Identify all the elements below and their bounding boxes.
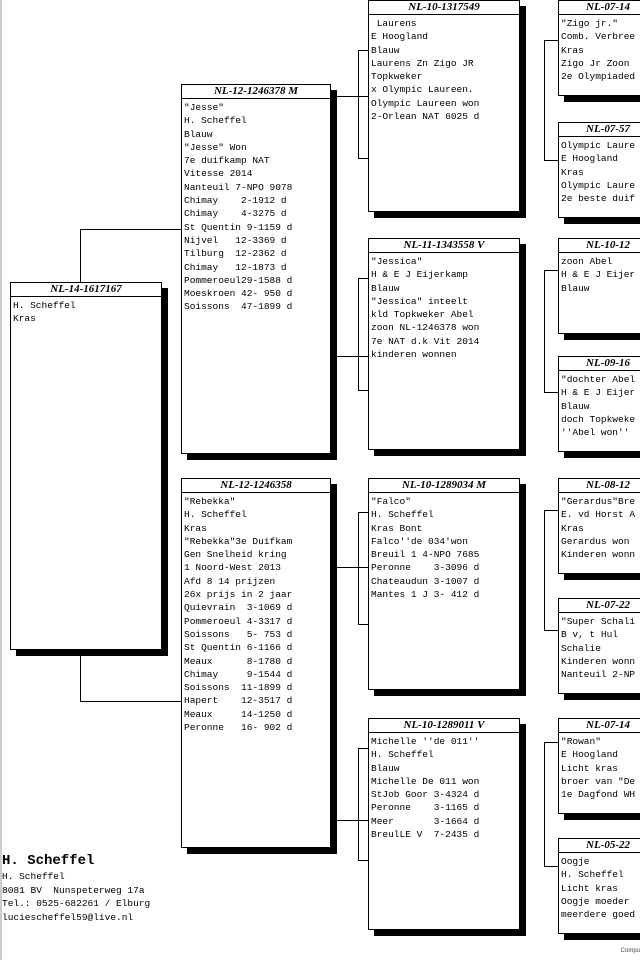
card-line: 2-Orlean NAT 6025 d	[371, 111, 480, 123]
connector-line	[544, 742, 558, 743]
card-line: Chateaudun 3-1007 d	[371, 575, 480, 587]
card-line: St Quentin 9-1159 d	[184, 221, 293, 233]
card-line: H. Scheffel	[184, 509, 247, 521]
connector-line	[358, 748, 368, 749]
connector-line	[544, 40, 558, 41]
card-line: 7e duifkamp NAT	[184, 155, 270, 167]
card-line: Olympic Laure	[561, 140, 636, 151]
subject-pigeon-card	[10, 282, 162, 650]
card-line: Kinderen wonn	[561, 655, 636, 667]
card-line: Chimay 12-1873 d	[184, 261, 287, 273]
card-line: zoon NL-1246378 won	[371, 322, 480, 334]
card-line: H. Scheffel	[13, 300, 76, 311]
card-line: Pommeroeul 4-3317 d	[184, 615, 293, 627]
card-line: BreulLE V 7-2435 d	[371, 829, 480, 841]
card-line: H & E J Eijer	[561, 269, 636, 281]
card-line: Blauw	[184, 128, 213, 140]
card-line: E Hoogland	[561, 749, 619, 761]
card-line: zoon Abel	[561, 256, 613, 267]
card-line: H & E J Eijer	[561, 387, 636, 399]
ring-number: NL-10-12	[559, 239, 640, 253]
connector-line	[544, 630, 558, 631]
owner-line: H. Scheffel	[2, 871, 65, 882]
card-line: "Jessica" inteelt	[371, 295, 468, 307]
connector-line	[544, 510, 545, 630]
card-line: "Rebekka"3e Duifkam	[184, 535, 293, 547]
card-line: Breuil 1 4-NPO 7685	[371, 549, 480, 561]
card-line: B v, t Hul	[561, 629, 619, 641]
great-grandparent-card	[558, 122, 640, 218]
card-line: Soissons 11-1899 d	[184, 682, 293, 694]
ring-number: NL-12-1246378 M	[182, 85, 330, 99]
connector-line	[544, 742, 545, 866]
card-line: meerdere goed	[561, 909, 636, 921]
card-line: Laurens Zn Zigo JR	[371, 57, 474, 69]
card-line: Mantes 1 J 3- 412 d	[371, 589, 480, 601]
card-line: 2e beste duif	[561, 193, 636, 205]
card-line: Comb. Verbree	[561, 31, 636, 43]
card-line: Vitesse 2014	[184, 168, 253, 180]
card-line: E Hoogland	[371, 31, 429, 43]
connector-line	[544, 160, 558, 161]
card-line: Blauw	[371, 762, 400, 774]
ring-number: NL-12-1246358	[182, 479, 330, 493]
connector-line	[544, 270, 545, 392]
card-line: Blauw	[561, 400, 590, 412]
card-line: "Jessica"	[371, 256, 423, 267]
connector-line	[358, 278, 368, 279]
card-line: Pommeroeul29-1588 d	[184, 274, 293, 286]
connector-line	[544, 270, 558, 271]
card-line: H. Scheffel	[184, 115, 247, 127]
grandparent-card	[368, 718, 520, 930]
card-line: kld Topkweker Abel	[371, 309, 474, 321]
card-line: Licht kras	[561, 762, 619, 774]
card-line: Quievrain 3-1069 d	[184, 602, 293, 614]
card-line: "Super Schali	[561, 616, 636, 627]
connector-line	[358, 158, 368, 159]
card-line: Blauw	[371, 282, 400, 294]
card-line: x Olympic Laureen.	[371, 84, 474, 96]
card-line: Oogje moeder	[561, 895, 630, 907]
card-line: H. Scheffel	[371, 509, 434, 521]
card-line: StJob Goor 3-4324 d	[371, 789, 480, 801]
owner-address: 8081 BV Nunspeterweg 17a	[2, 884, 145, 896]
connector-line	[358, 50, 359, 158]
owner-info	[2, 852, 150, 924]
card-line: Gerardus won	[561, 535, 630, 547]
connector-line	[80, 701, 181, 702]
card-line: Zigo Jr Zoon	[561, 57, 630, 69]
card-line: "Zigo jr."	[561, 18, 619, 29]
card-line: 7e NAT d.k Vit 2014	[371, 335, 480, 347]
card-line: Kras Bont	[371, 522, 423, 534]
grandparent-card	[368, 478, 520, 690]
mother-card	[181, 478, 331, 848]
card-line: Soissons 47-1899 d	[184, 301, 293, 313]
great-grandparent-card	[558, 838, 640, 934]
ring-number: NL-07-57	[559, 123, 640, 137]
connector-line	[80, 229, 181, 230]
card-line: Kinderen wonn	[561, 549, 636, 561]
card-line: Oogje	[561, 856, 590, 867]
card-line: 1 Noord-West 2013	[184, 562, 281, 574]
connector-line	[358, 748, 359, 860]
great-grandparent-card	[558, 598, 640, 694]
great-grandparent-card	[558, 356, 640, 452]
card-line: H. Scheffel	[561, 869, 624, 881]
card-line: Laurens	[371, 18, 417, 29]
card-line: Chimay 2-1912 d	[184, 195, 287, 207]
connector-line	[358, 390, 368, 391]
card-line: Meer 3-1664 d	[371, 815, 480, 827]
owner-name: H. Scheffel	[2, 853, 95, 869]
owner-email: luciescheffel59@live.nl	[2, 911, 134, 923]
card-line: Schalie	[561, 642, 601, 654]
connector-line	[544, 392, 558, 393]
card-line: kinderen wonnen	[371, 349, 457, 361]
footer-credit: Compu	[620, 948, 640, 954]
ring-number: NL-05-22	[559, 839, 640, 853]
card-line: Kras	[561, 44, 584, 56]
father-card	[181, 84, 331, 454]
card-line: Kras	[13, 313, 36, 325]
card-line: Afd 8 14 prijzen	[184, 575, 276, 587]
connector-line	[358, 860, 368, 861]
ring-number: NL-07-14	[559, 1, 640, 15]
card-line: "Jesse"	[184, 102, 224, 113]
great-grandparent-card	[558, 478, 640, 574]
connector-line	[358, 278, 359, 390]
card-line: "Gerardus"Bre	[561, 496, 636, 507]
card-line: broer van "De	[561, 775, 636, 787]
connector-line	[544, 40, 545, 160]
ring-number: NL-07-22	[559, 599, 640, 613]
card-line: H & E J Eijerkamp	[371, 269, 468, 281]
card-line: 1e Dagfond WH	[561, 789, 636, 801]
grandparent-card	[368, 0, 520, 212]
great-grandparent-card	[558, 0, 640, 96]
ring-number: NL-10-1289034 M	[369, 479, 519, 493]
card-line: Meaux 14-1250 d	[184, 708, 293, 720]
ring-number: NL-10-1317549	[369, 1, 519, 15]
ring-number: NL-14-1617167	[11, 283, 161, 297]
card-line: Nanteuil 2-NP	[561, 669, 636, 681]
ring-number: NL-08-12	[559, 479, 640, 493]
card-line: Topkweker	[371, 71, 423, 83]
card-line: Falco''de 034'won	[371, 535, 468, 547]
connector-line	[358, 624, 368, 625]
card-line: Tilburg 12-2362 d	[184, 248, 287, 260]
ring-number: NL-09-16	[559, 357, 640, 371]
card-line: Blauw	[371, 44, 400, 56]
card-line: ''Abel won''	[561, 427, 630, 439]
card-line: E Hoogland	[561, 153, 619, 165]
card-line: Olympic Laure	[561, 179, 636, 191]
connector-line	[358, 512, 368, 513]
ring-number: NL-11-1343558 V	[369, 239, 519, 253]
card-line: Blauw	[561, 282, 590, 294]
card-line: "dochter Abel	[561, 374, 636, 385]
card-line: Kras	[561, 166, 584, 178]
great-grandparent-card	[558, 238, 640, 334]
connector-line	[544, 510, 558, 511]
card-line: Nijvel 12-3369 d	[184, 234, 287, 246]
card-line: Michelle De 011 won	[371, 775, 480, 787]
card-line: Gen Snelheid kring	[184, 549, 287, 561]
card-line: Meaux 8-1780 d	[184, 655, 293, 667]
ring-number: NL-10-1289011 V	[369, 719, 519, 733]
window-edge	[0, 0, 2, 960]
card-line: E. vd Horst A	[561, 509, 636, 521]
card-line: St Quentin 6-1166 d	[184, 642, 293, 654]
card-line: "Rowan"	[561, 736, 601, 747]
grandparent-card	[368, 238, 520, 450]
card-line: "Falco"	[371, 496, 411, 507]
card-line: Peronne 3-1165 d	[371, 802, 480, 814]
card-line: Peronne 3-3096 d	[371, 562, 480, 574]
connector-line	[80, 229, 81, 282]
card-line: Chimay 9-1544 d	[184, 668, 293, 680]
card-line: "Rebekka"	[184, 496, 236, 507]
card-line: Nanteuil 7-NPO 9078	[184, 181, 293, 193]
ring-number: NL-07-14	[559, 719, 640, 733]
card-line: Olympic Laureen won	[371, 97, 480, 109]
card-line: H. Scheffel	[371, 749, 434, 761]
card-line: Soissons 5- 753 d	[184, 628, 293, 640]
card-line: doch Topkweke	[561, 413, 636, 425]
card-line: Chimay 4-3275 d	[184, 208, 287, 220]
card-line: Michelle ''de 011''	[371, 736, 480, 747]
card-line: Moeskroen 42- 950 d	[184, 288, 293, 300]
card-line: Kras	[561, 522, 584, 534]
card-line: Peronne 16- 902 d	[184, 722, 293, 734]
card-line: "Jesse" Won	[184, 141, 247, 153]
card-line: 2e Olympiaded	[561, 71, 636, 83]
card-line: Kras	[184, 522, 207, 534]
owner-phone: Tel.: 0525-682261 / Elburg	[2, 898, 151, 909]
card-line: Licht kras	[561, 882, 619, 894]
connector-line	[358, 50, 368, 51]
connector-line	[544, 866, 558, 867]
connector-line	[358, 512, 359, 624]
great-grandparent-card	[558, 718, 640, 814]
card-line: 26x prijs in 2 jaar	[184, 589, 293, 601]
card-line: Hapert 12-3517 d	[184, 695, 293, 707]
